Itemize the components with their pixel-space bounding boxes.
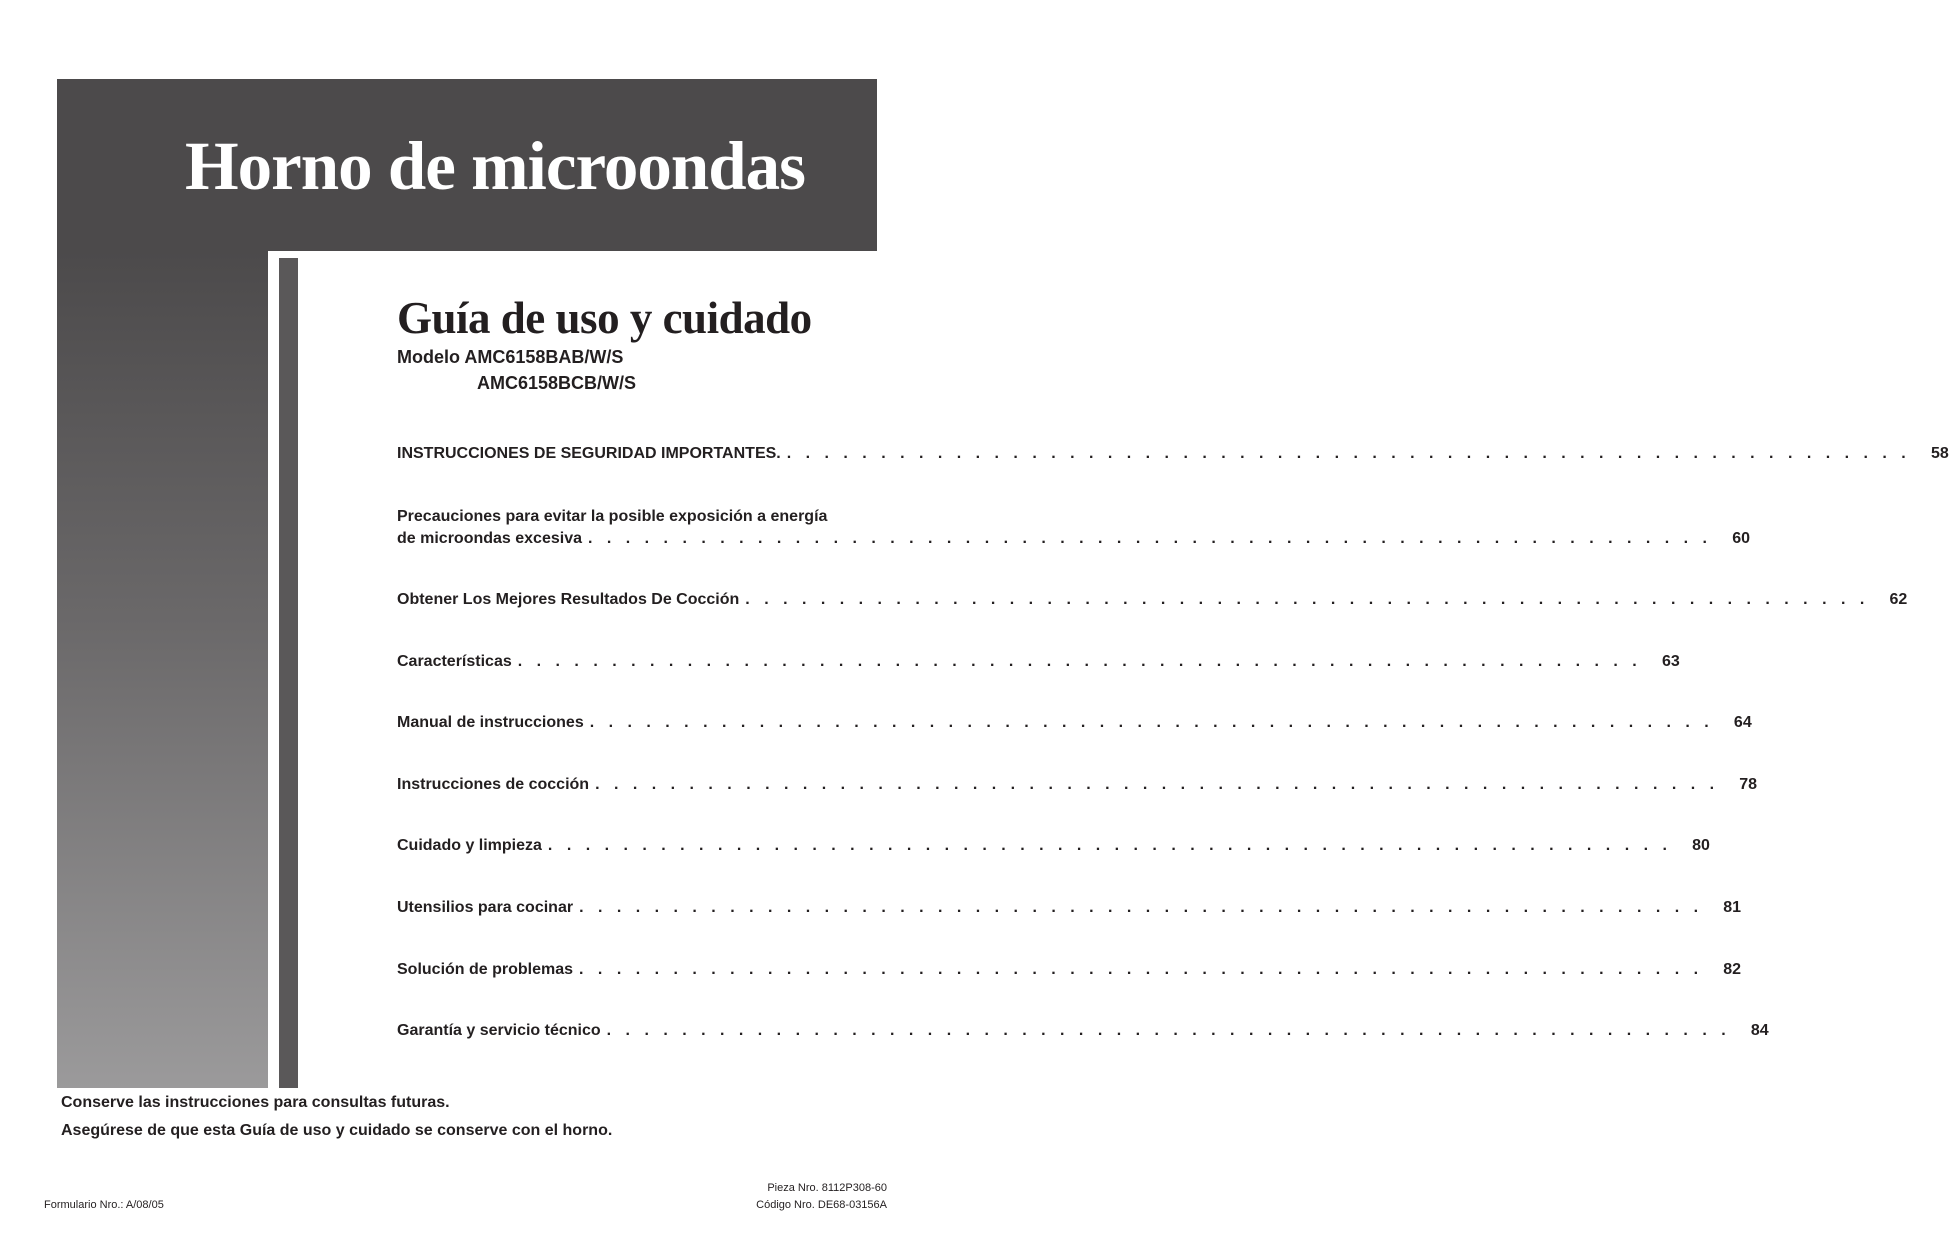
keep-instructions-note: Conserve las instrucciones para consultas futuras.: [61, 1094, 450, 1111]
toc-item-precautions[interactable]: [397, 506, 1750, 550]
toc-item-label: Obtener Los Mejores Resultados De Cocción: [397, 591, 740, 608]
toc-page-number: 78: [1739, 776, 1758, 793]
toc-page-number: 64: [1733, 714, 1752, 731]
toc-item-warranty[interactable]: [397, 1020, 1769, 1042]
toc-leader: . . . . . . . . . . . . . . . . . . . . . . . . . . . . . . . . . . . . . . . . . . . . . . . . . . . . . . . . . . . .: [579, 899, 1704, 916]
guide-title: Guía de uso y cuidado: [397, 293, 812, 343]
toc-item-label: Solución de problemas: [397, 961, 574, 978]
toc-item-label: Instrucciones de cocción: [397, 776, 590, 793]
toc-item-label-line1: Precauciones para evitar la posible exposición a energía: [397, 508, 828, 525]
model-line-2: [397, 374, 636, 392]
code-number: Código Nro. DE68-03156A: [756, 1199, 887, 1211]
toc-leader: . . . . . . . . . . . . . . . . . . . . . . . . . . . . . . . . . . . . . . . . . . . . . . . . . . . . . . . . . . . .: [595, 776, 1720, 793]
toc-leader: . . . . . . . . . . . . . . . . . . . . . . . . . . . . . . . . . . . . . . . . . . . . . . . . . . . . . . . . . . . .: [786, 445, 1911, 462]
part-number: Pieza Nro. 8112P308-60: [767, 1182, 887, 1194]
toc-item-safety[interactable]: [397, 443, 1949, 465]
toc-item-manual[interactable]: [397, 712, 1752, 734]
toc-item-care[interactable]: [397, 835, 1710, 857]
toc-item-label: INSTRUCCIONES DE SEGURIDAD IMPORTANTES.: [397, 445, 781, 462]
toc-page-number: 63: [1661, 653, 1680, 670]
toc-page-number: 58: [1930, 445, 1949, 462]
toc-page-number: 60: [1732, 530, 1750, 547]
form-number: Formulario Nro.: A/08/05: [44, 1199, 164, 1211]
gradient-column: [57, 251, 268, 1088]
model-label: Modelo: [397, 347, 460, 367]
toc-item-label: Utensilios para cocinar: [397, 899, 574, 916]
model-line-1: [397, 348, 623, 366]
toc-page-number: 80: [1692, 837, 1710, 854]
model-number-2: AMC6158BCB/W/S: [477, 373, 637, 393]
toc-page-number: 81: [1723, 899, 1742, 916]
toc-item-label: Garantía y servicio técnico: [397, 1022, 601, 1039]
toc-item-label: Manual de instrucciones: [397, 714, 584, 731]
toc-leader: . . . . . . . . . . . . . . . . . . . . . . . . . . . . . . . . . . . . . . . . . . . . . . . . . . . . . . . . . . . .: [745, 591, 1870, 608]
model-number-1: AMC6158BAB/W/S: [464, 347, 624, 367]
toc-item-utensils[interactable]: [397, 897, 1742, 919]
toc-item-label: de microondas excesiva: [397, 530, 582, 547]
toc-leader: . . . . . . . . . . . . . . . . . . . . . . . . . . . . . . . . . . . . . . . . . . . . . . . . . . . . . . . . . . . .: [589, 714, 1714, 731]
toc-item-label: Características: [397, 653, 512, 670]
toc-page-number: 82: [1723, 961, 1742, 978]
toc-item-cooking[interactable]: [397, 774, 1758, 796]
toc-leader: . . . . . . . . . . . . . . . . . . . . . . . . . . . . . . . . . . . . . . . . . . . . . . . . . . . . . . . . . . . .: [579, 961, 1704, 978]
toc-leader: . . . . . . . . . . . . . . . . . . . . . . . . . . . . . . . . . . . . . . . . . . . . . . . . . . . . . . . . . . . .: [587, 530, 1712, 547]
toc-item-troubleshooting[interactable]: [397, 959, 1742, 981]
toc-leader: . . . . . . . . . . . . . . . . . . . . . . . . . . . . . . . . . . . . . . . . . . . . . . . . . . . . . . . . . . . .: [547, 837, 1672, 854]
toc-page-number: 62: [1889, 591, 1908, 608]
toc-leader: . . . . . . . . . . . . . . . . . . . . . . . . . . . . . . . . . . . . . . . . . . . . . . . . . . . . . . . . . . . .: [606, 1022, 1731, 1039]
toc-page-number: 84: [1750, 1022, 1769, 1039]
toc-leader: . . . . . . . . . . . . . . . . . . . . . . . . . . . . . . . . . . . . . . . . . . . . . . . . . . . . . . . . . . . .: [517, 653, 1642, 670]
vertical-stripe: [279, 258, 298, 1088]
toc-item-label: Cuidado y limpieza: [397, 837, 542, 854]
toc-item-features[interactable]: [397, 651, 1680, 673]
page-title: Horno de microondas: [185, 128, 805, 204]
toc-item-best-results[interactable]: [397, 589, 1908, 611]
keep-guide-note: Asegúrese de que esta Guía de uso y cuidado se conserve con el horno.: [61, 1122, 613, 1139]
